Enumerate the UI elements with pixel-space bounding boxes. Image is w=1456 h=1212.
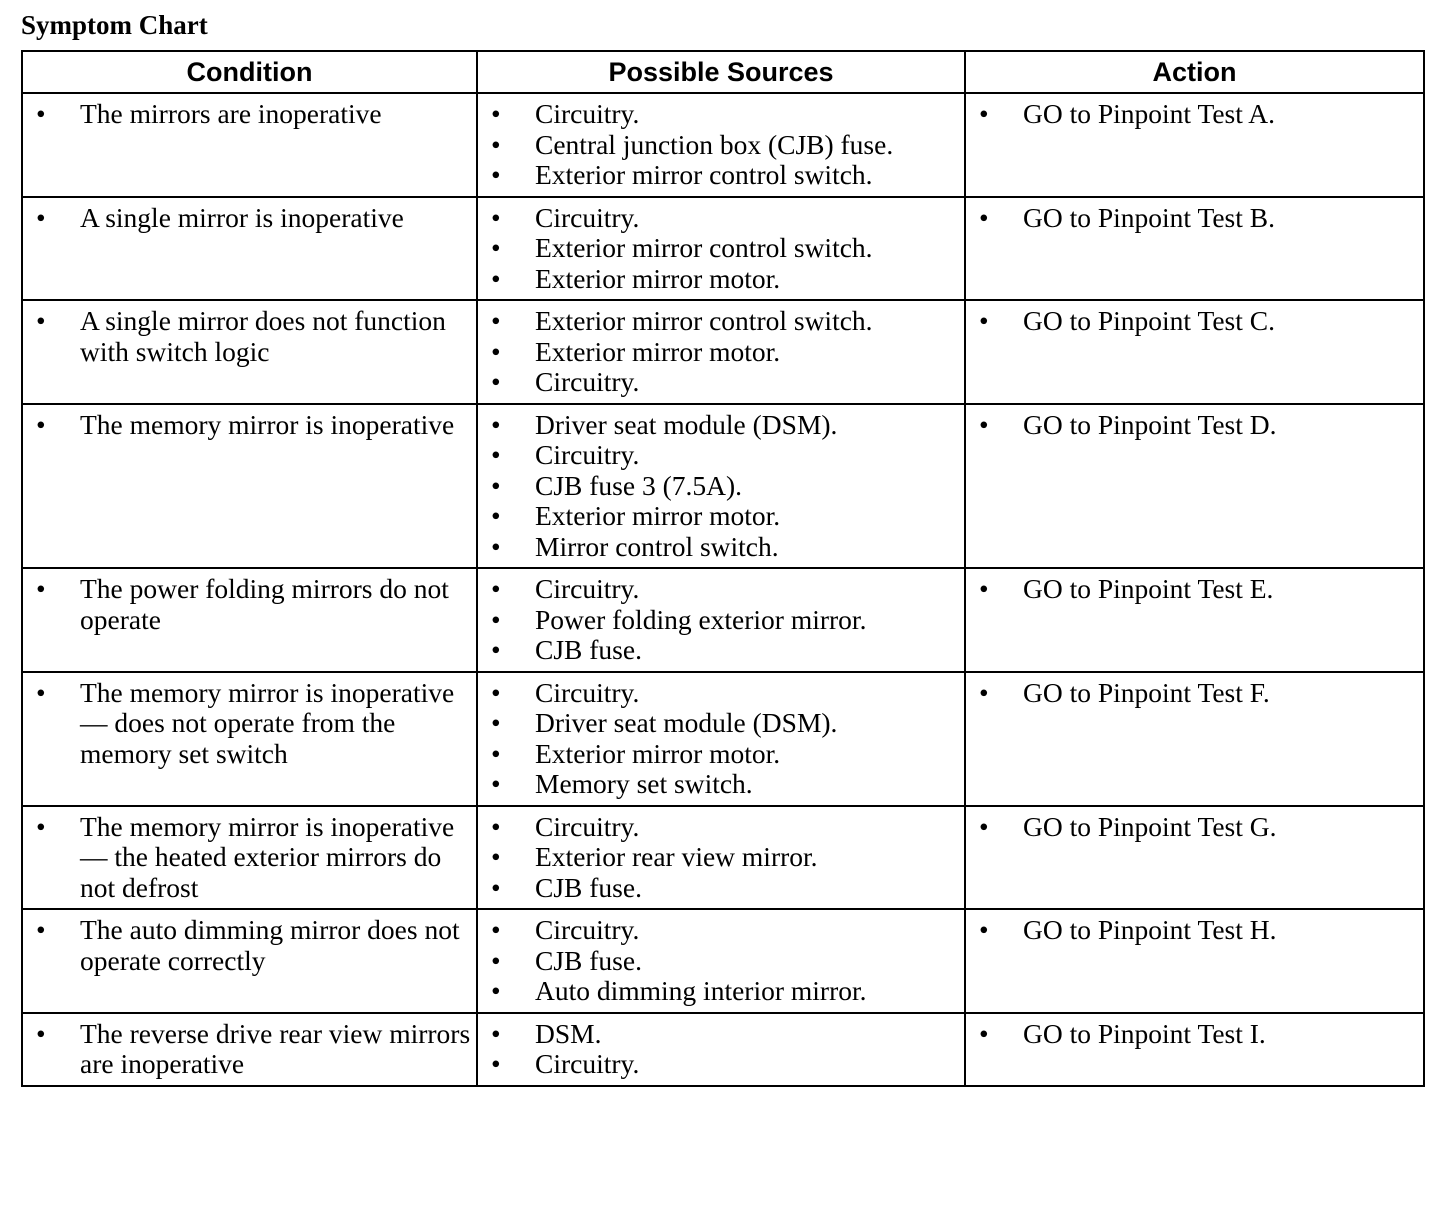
list-item bbox=[35, 574, 476, 635]
possible-sources-text: Power folding exterior mirror. bbox=[535, 603, 867, 635]
list-item bbox=[490, 873, 964, 904]
bullet-icon: • bbox=[491, 944, 501, 976]
possible-sources-text: Exterior mirror control switch. bbox=[535, 232, 873, 263]
possible-sources-cell bbox=[477, 197, 965, 301]
list-item bbox=[35, 99, 476, 130]
list-item bbox=[490, 915, 964, 946]
action-text: GO to Pinpoint Test F. bbox=[1023, 676, 1270, 708]
list-item bbox=[490, 337, 964, 368]
list-item bbox=[35, 915, 476, 976]
action-cell bbox=[965, 300, 1424, 404]
list-item bbox=[35, 410, 476, 441]
bullet-icon: • bbox=[36, 1017, 46, 1049]
header-condition: Condition bbox=[22, 51, 477, 93]
list-item bbox=[978, 915, 1423, 946]
list-item bbox=[490, 574, 964, 605]
bullet-icon: • bbox=[36, 408, 46, 440]
bullet-icon: • bbox=[36, 98, 46, 129]
page-title: Symptom Chart bbox=[21, 10, 208, 40]
condition-cell bbox=[22, 568, 477, 672]
condition-list bbox=[35, 915, 476, 976]
bullet-icon: • bbox=[491, 737, 501, 769]
condition-text: The memory mirror is inoperative — does not operate from the memory set switch bbox=[80, 676, 455, 769]
bullet-icon: • bbox=[979, 201, 989, 233]
condition-text: The auto dimming mirror does not operate correctly bbox=[80, 914, 460, 976]
condition-text: A single mirror is inoperative bbox=[80, 201, 404, 233]
action-cell bbox=[965, 197, 1424, 301]
bullet-icon: • bbox=[491, 305, 501, 336]
action-text: GO to Pinpoint Test B. bbox=[1023, 201, 1275, 233]
list-item bbox=[35, 1019, 476, 1080]
possible-sources-cell bbox=[477, 568, 965, 672]
possible-sources-text: Circuitry. bbox=[535, 1048, 640, 1079]
bullet-icon: • bbox=[491, 914, 501, 945]
bullet-icon: • bbox=[491, 871, 501, 903]
list-item bbox=[490, 532, 964, 563]
list-item bbox=[490, 769, 964, 800]
list-item bbox=[35, 812, 476, 904]
possible-sources-list bbox=[490, 1019, 964, 1080]
possible-sources-text: Exterior mirror control switch. bbox=[535, 159, 873, 190]
possible-sources-cell bbox=[477, 93, 965, 197]
header-row bbox=[22, 51, 1424, 93]
possible-sources-list bbox=[490, 306, 964, 398]
bullet-icon: • bbox=[491, 469, 501, 501]
list-item bbox=[978, 812, 1423, 843]
list-item bbox=[490, 605, 964, 636]
bullet-icon: • bbox=[979, 573, 989, 604]
action-list bbox=[978, 812, 1423, 843]
action-list bbox=[978, 99, 1423, 130]
list-item bbox=[490, 678, 964, 709]
bullet-icon: • bbox=[36, 810, 46, 842]
possible-sources-text: Circuitry. bbox=[535, 98, 640, 129]
possible-sources-text: Circuitry. bbox=[535, 914, 640, 945]
possible-sources-cell bbox=[477, 672, 965, 806]
list-item bbox=[978, 678, 1423, 709]
bullet-icon: • bbox=[979, 408, 989, 440]
condition-cell bbox=[22, 909, 477, 1013]
bullet-icon: • bbox=[491, 366, 501, 397]
list-item bbox=[490, 99, 964, 130]
possible-sources-text: CJB fuse. bbox=[535, 944, 642, 976]
possible-sources-text: Auto dimming interior mirror. bbox=[535, 975, 867, 1006]
condition-text: The memory mirror is inoperative — the heated exterior mirrors do not defrost bbox=[80, 810, 455, 903]
possible-sources-cell bbox=[477, 300, 965, 404]
table-row bbox=[22, 909, 1424, 1013]
bullet-icon: • bbox=[36, 914, 46, 945]
possible-sources-text: Circuitry. bbox=[535, 366, 640, 397]
possible-sources-text: Exterior mirror motor. bbox=[535, 737, 781, 769]
possible-sources-text: Driver seat module (DSM). bbox=[535, 408, 838, 440]
bullet-icon: • bbox=[979, 305, 989, 336]
bullet-icon: • bbox=[491, 439, 501, 470]
table-row bbox=[22, 300, 1424, 404]
condition-text: The memory mirror is inoperative bbox=[80, 408, 455, 440]
list-item bbox=[490, 1049, 964, 1080]
bullet-icon: • bbox=[491, 500, 501, 531]
condition-list bbox=[35, 203, 476, 234]
possible-sources-list bbox=[490, 678, 964, 800]
list-item bbox=[490, 635, 964, 666]
possible-sources-list bbox=[490, 99, 964, 191]
possible-sources-text: Exterior mirror motor. bbox=[535, 262, 781, 294]
table-row bbox=[22, 93, 1424, 197]
action-list bbox=[978, 915, 1423, 946]
possible-sources-text: Exterior mirror motor. bbox=[535, 335, 781, 367]
action-cell bbox=[965, 806, 1424, 910]
list-item bbox=[978, 574, 1423, 605]
bullet-icon: • bbox=[979, 914, 989, 945]
symptom-chart-table bbox=[21, 50, 1425, 1087]
action-cell bbox=[965, 1013, 1424, 1086]
possible-sources-cell bbox=[477, 1013, 965, 1086]
table-body bbox=[22, 93, 1424, 1086]
header-action: Action bbox=[965, 51, 1424, 93]
list-item bbox=[978, 306, 1423, 337]
list-item bbox=[490, 203, 964, 234]
action-text: GO to Pinpoint Test C. bbox=[1023, 305, 1275, 336]
list-item bbox=[490, 264, 964, 295]
list-item bbox=[490, 233, 964, 264]
list-item bbox=[490, 976, 964, 1007]
bullet-icon: • bbox=[36, 201, 46, 233]
list-item bbox=[35, 306, 476, 367]
condition-cell bbox=[22, 672, 477, 806]
bullet-icon: • bbox=[979, 810, 989, 842]
list-item bbox=[490, 471, 964, 502]
possible-sources-text: Circuitry. bbox=[535, 676, 640, 708]
possible-sources-list bbox=[490, 203, 964, 295]
list-item bbox=[490, 708, 964, 739]
action-list bbox=[978, 574, 1423, 605]
condition-text: A single mirror does not function with switch logic bbox=[80, 305, 446, 367]
bullet-icon: • bbox=[491, 810, 501, 842]
condition-cell bbox=[22, 93, 477, 197]
bullet-icon: • bbox=[491, 335, 501, 367]
condition-text: The mirrors are inoperative bbox=[80, 98, 382, 129]
possible-sources-text: Central junction box (CJB) fuse. bbox=[535, 128, 894, 160]
bullet-icon: • bbox=[491, 128, 501, 160]
possible-sources-text: CJB fuse. bbox=[535, 871, 642, 903]
table-row bbox=[22, 404, 1424, 569]
condition-text: The reverse drive rear view mirrors are inoperative bbox=[80, 1017, 471, 1079]
list-item bbox=[490, 440, 964, 471]
bullet-icon: • bbox=[491, 841, 501, 872]
bullet-icon: • bbox=[491, 1048, 501, 1079]
list-item bbox=[978, 99, 1423, 130]
bullet-icon: • bbox=[491, 1017, 501, 1049]
bullet-icon: • bbox=[979, 1017, 989, 1049]
condition-list bbox=[35, 812, 476, 904]
possible-sources-text: Driver seat module (DSM). bbox=[535, 707, 838, 738]
condition-text: The power folding mirrors do not operate bbox=[80, 573, 449, 635]
possible-sources-text: Exterior mirror control switch. bbox=[535, 305, 873, 336]
bullet-icon: • bbox=[491, 530, 501, 562]
bullet-icon: • bbox=[491, 634, 501, 665]
possible-sources-text: CJB fuse. bbox=[535, 634, 642, 665]
condition-list bbox=[35, 99, 476, 130]
bullet-icon: • bbox=[491, 707, 501, 738]
bullet-icon: • bbox=[36, 676, 46, 708]
condition-list bbox=[35, 678, 476, 770]
bullet-icon: • bbox=[491, 573, 501, 604]
condition-cell bbox=[22, 1013, 477, 1086]
list-item bbox=[35, 678, 476, 770]
action-text: GO to Pinpoint Test H. bbox=[1023, 914, 1277, 945]
bullet-icon: • bbox=[491, 975, 501, 1006]
possible-sources-cell bbox=[477, 806, 965, 910]
possible-sources-list bbox=[490, 410, 964, 563]
condition-cell bbox=[22, 404, 477, 569]
possible-sources-text: Mirror control switch. bbox=[535, 530, 779, 562]
bullet-icon: • bbox=[491, 603, 501, 635]
list-item bbox=[490, 160, 964, 191]
condition-list bbox=[35, 1019, 476, 1080]
list-item bbox=[490, 367, 964, 398]
list-item bbox=[490, 1019, 964, 1050]
action-cell bbox=[965, 672, 1424, 806]
action-list bbox=[978, 678, 1423, 709]
bullet-icon: • bbox=[491, 159, 501, 190]
possible-sources-list bbox=[490, 574, 964, 666]
possible-sources-text: Circuitry. bbox=[535, 810, 640, 842]
action-cell bbox=[965, 909, 1424, 1013]
possible-sources-list bbox=[490, 812, 964, 904]
header-possible-sources: Possible Sources bbox=[477, 51, 965, 93]
possible-sources-text: Memory set switch. bbox=[535, 768, 753, 799]
bullet-icon: • bbox=[36, 305, 46, 336]
condition-list bbox=[35, 410, 476, 441]
table-row bbox=[22, 568, 1424, 672]
list-item bbox=[490, 946, 964, 977]
list-item bbox=[490, 812, 964, 843]
possible-sources-text: Exterior mirror motor. bbox=[535, 500, 781, 531]
bullet-icon: • bbox=[491, 201, 501, 233]
action-list bbox=[978, 1019, 1423, 1050]
condition-list bbox=[35, 306, 476, 367]
bullet-icon: • bbox=[491, 408, 501, 440]
condition-cell bbox=[22, 806, 477, 910]
possible-sources-cell bbox=[477, 909, 965, 1013]
bullet-icon: • bbox=[491, 676, 501, 708]
bullet-icon: • bbox=[491, 232, 501, 263]
condition-list bbox=[35, 574, 476, 635]
possible-sources-cell bbox=[477, 404, 965, 569]
bullet-icon: • bbox=[491, 262, 501, 294]
condition-cell bbox=[22, 197, 477, 301]
list-item bbox=[490, 410, 964, 441]
action-cell bbox=[965, 568, 1424, 672]
list-item bbox=[978, 203, 1423, 234]
possible-sources-text: DSM. bbox=[535, 1017, 602, 1049]
bullet-icon: • bbox=[979, 676, 989, 708]
bullet-icon: • bbox=[979, 98, 989, 129]
table-row bbox=[22, 672, 1424, 806]
bullet-icon: • bbox=[491, 768, 501, 799]
possible-sources-text: Circuitry. bbox=[535, 201, 640, 233]
bullet-icon: • bbox=[36, 573, 46, 604]
possible-sources-text: Circuitry. bbox=[535, 573, 640, 604]
possible-sources-text: Circuitry. bbox=[535, 439, 640, 470]
condition-cell bbox=[22, 300, 477, 404]
list-item bbox=[490, 842, 964, 873]
list-item bbox=[978, 410, 1423, 441]
action-text: GO to Pinpoint Test A. bbox=[1023, 98, 1275, 129]
list-item bbox=[978, 1019, 1423, 1050]
action-cell bbox=[965, 93, 1424, 197]
action-list bbox=[978, 410, 1423, 441]
possible-sources-text: Exterior rear view mirror. bbox=[535, 841, 818, 872]
action-list bbox=[978, 203, 1423, 234]
action-text: GO to Pinpoint Test I. bbox=[1023, 1017, 1266, 1049]
bullet-icon: • bbox=[491, 98, 501, 129]
table-row bbox=[22, 1013, 1424, 1086]
possible-sources-text: CJB fuse 3 (7.5A). bbox=[535, 469, 743, 501]
action-text: GO to Pinpoint Test G. bbox=[1023, 810, 1277, 842]
action-cell bbox=[965, 404, 1424, 569]
action-list bbox=[978, 306, 1423, 337]
list-item bbox=[490, 501, 964, 532]
list-item bbox=[490, 306, 964, 337]
action-text: GO to Pinpoint Test D. bbox=[1023, 408, 1277, 440]
list-item bbox=[35, 203, 476, 234]
list-item bbox=[490, 130, 964, 161]
list-item bbox=[490, 739, 964, 770]
action-text: GO to Pinpoint Test E. bbox=[1023, 573, 1274, 604]
table-row bbox=[22, 197, 1424, 301]
possible-sources-list bbox=[490, 915, 964, 1007]
table-row bbox=[22, 806, 1424, 910]
